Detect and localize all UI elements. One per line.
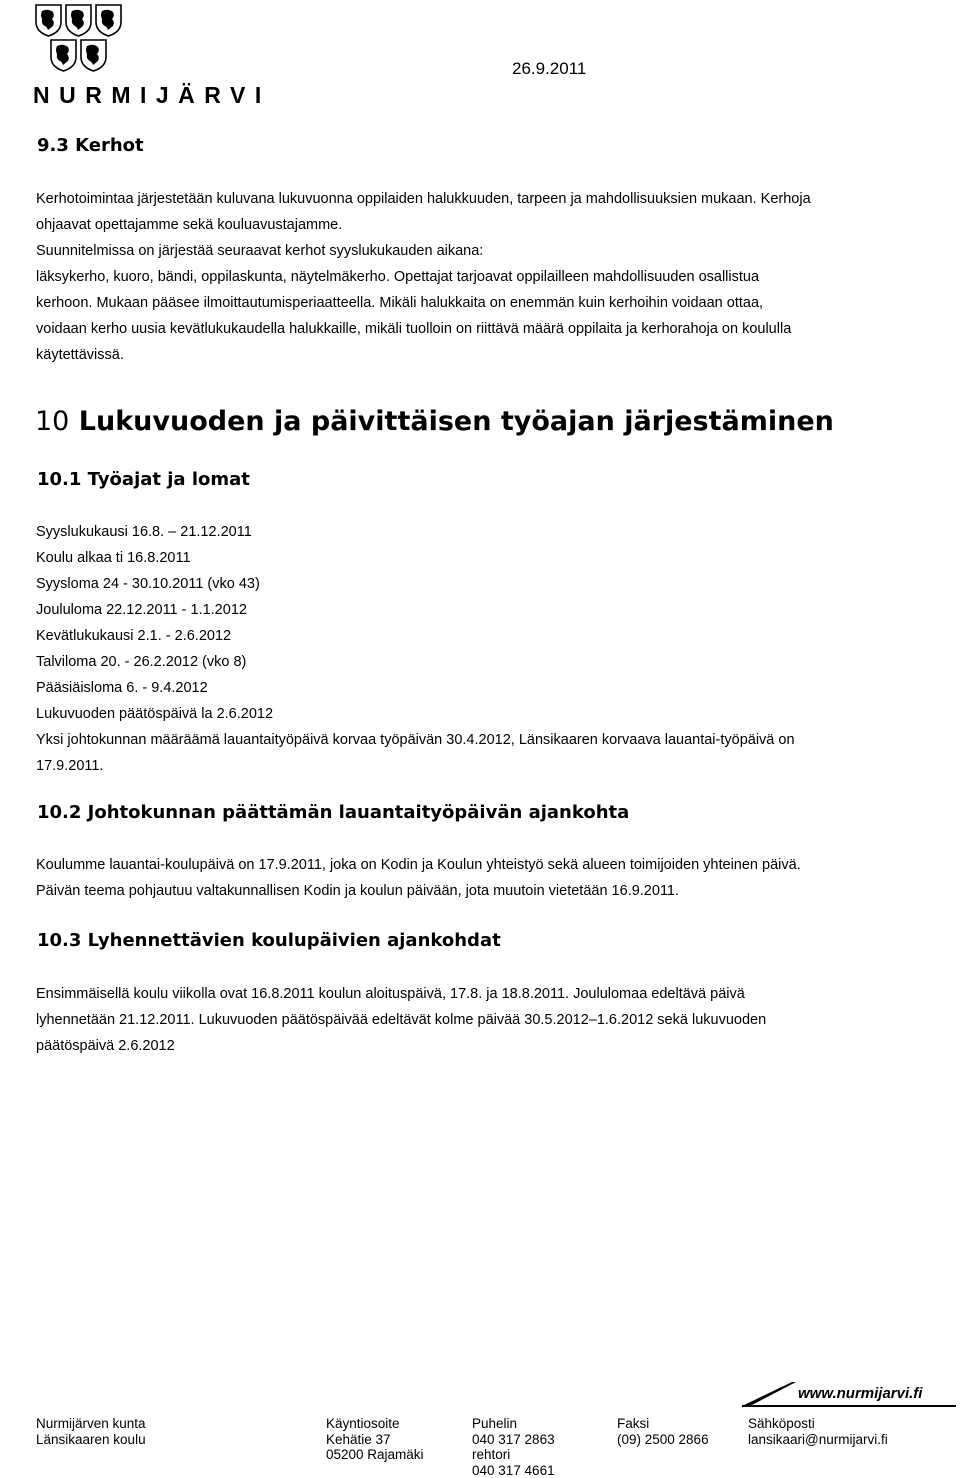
text-line: Päivän teema pohjautuu valtakunnallisen Kodin ja koulun päivään, jota muutoin vietetään 16.9.2011. (36, 878, 928, 904)
footer-fax-label: Faksi (617, 1416, 709, 1432)
text-line: Talviloma 20. - 26.2.2012 (vko 8) (36, 649, 928, 675)
footer-phone-label: Puhelin (472, 1416, 555, 1432)
footer-school-name: Länsikaaren koulu (36, 1432, 146, 1448)
text-line: Syyslukukausi 16.8. – 21.12.2011 (36, 519, 928, 545)
section-10-3-body (36, 981, 928, 1059)
text-line: päätöspäivä 2.6.2012 (36, 1033, 928, 1059)
text-line: Suunnitelmissa on järjestää seuraavat kerhot syyslukukauden aikana: (36, 238, 928, 264)
text-line: Lukuvuoden päätöspäivä la 2.6.2012 (36, 701, 928, 727)
text-line: Joululoma 22.12.2011 - 1.1.2012 (36, 597, 928, 623)
text-line: Kevätlukukausi 2.1. - 2.6.2012 (36, 623, 928, 649)
section-10-title: Lukuvuoden ja päivittäisen työajan järjestäminen (79, 406, 834, 437)
brand-wordmark: NURMIJÄRVI (33, 82, 271, 109)
text-line: ohjaavat opettajamme sekä kouluavustajamme. (36, 212, 928, 238)
text-line: läksykerho, kuoro, bändi, oppilaskunta, näytelmäkerho. Opettajat tarjoavat oppilailleen mahdollisuuden osallistua (36, 264, 928, 290)
footer-phone (472, 1416, 555, 1478)
section-10-1-body (36, 519, 928, 779)
footer-address-label: Käyntiosoite (326, 1416, 424, 1432)
text-line: Yksi johtokunnan määräämä lauantaityöpäivä korvaa työpäivän 30.4.2012, Länsikaaren korvaava lauantai-työpäivä on (36, 727, 928, 753)
footer-email-address[interactable]: lansikaari@nurmijarvi.fi (748, 1432, 888, 1448)
section-10-heading (35, 406, 834, 437)
section-10-number: 10 (35, 406, 69, 437)
footer-address (326, 1416, 424, 1463)
section-9-3-heading: 9.3 Kerhot (37, 135, 144, 156)
coat-of-arms-icon (33, 2, 125, 76)
website-link[interactable]: www.nurmijarvi.fi (798, 1385, 922, 1402)
footer-email (748, 1416, 888, 1447)
footer-org-name: Nurmijärven kunta (36, 1416, 146, 1432)
footer-fax (617, 1416, 709, 1447)
text-line: Syysloma 24 - 30.10.2011 (vko 43) (36, 571, 928, 597)
section-10-1-heading: 10.1 Työajat ja lomat (37, 469, 250, 490)
footer-website-banner (740, 1380, 958, 1410)
text-line: käytettävissä. (36, 342, 928, 368)
text-line: kerhoon. Mukaan pääsee ilmoittautumisperiaatteella. Mikäli halukkaita on enemmän kuin kerhoihin voidaan ottaa, (36, 290, 928, 316)
section-10-2-heading: 10.2 Johtokunnan päättämän lauantaityöpäivän ajankohta (37, 802, 629, 823)
text-line: Koulumme lauantai-koulupäivä on 17.9.2011, joka on Kodin ja Koulun yhteistyö sekä alueen toimijoiden yhteinen päivä. (36, 852, 928, 878)
text-line: Ensimmäisellä koulu viikolla ovat 16.8.2011 koulun aloituspäivä, 17.8. ja 18.8.2011. Joululomaa edeltävä päivä (36, 981, 928, 1007)
section-10-2-body (36, 852, 928, 904)
footer-postal: 05200 Rajamäki (326, 1447, 424, 1463)
footer-street: Kehätie 37 (326, 1432, 424, 1448)
nurmijarvi-logo (33, 2, 283, 106)
footer-email-label: Sähköposti (748, 1416, 888, 1432)
text-line: voidaan kerho uusia kevätlukukaudella halukkaille, mikäli tuolloin on riittävä määrä oppilaita ja kerhorahoja on koululla (36, 316, 928, 342)
footer-phone-number: 040 317 2863 (472, 1432, 555, 1448)
text-line: 17.9.2011. (36, 753, 928, 779)
section-9-3-body (36, 186, 928, 368)
text-line: Pääsiäisloma 6. - 9.4.2012 (36, 675, 928, 701)
text-line: Koulu alkaa ti 16.8.2011 (36, 545, 928, 571)
footer-principal-number: 040 317 4661 (472, 1463, 555, 1478)
document-date: 26.9.2011 (512, 59, 586, 79)
section-10-3-heading: 10.3 Lyhennettävien koulupäivien ajankohdat (37, 930, 501, 951)
footer-org (36, 1416, 146, 1447)
text-line: lyhennetään 21.12.2011. Lukuvuoden päätöspäivää edeltävät kolme päivää 30.5.2012–1.6.2012 sekä lukuvuoden (36, 1007, 928, 1033)
footer-principal-label: rehtori (472, 1447, 555, 1463)
footer-fax-number: (09) 2500 2866 (617, 1432, 709, 1448)
text-line: Kerhotoimintaa järjestetään kuluvana lukuvuonna oppilaiden halukkuuden, tarpeen ja mahdollisuuksien mukaan. Kerhoja (36, 186, 928, 212)
